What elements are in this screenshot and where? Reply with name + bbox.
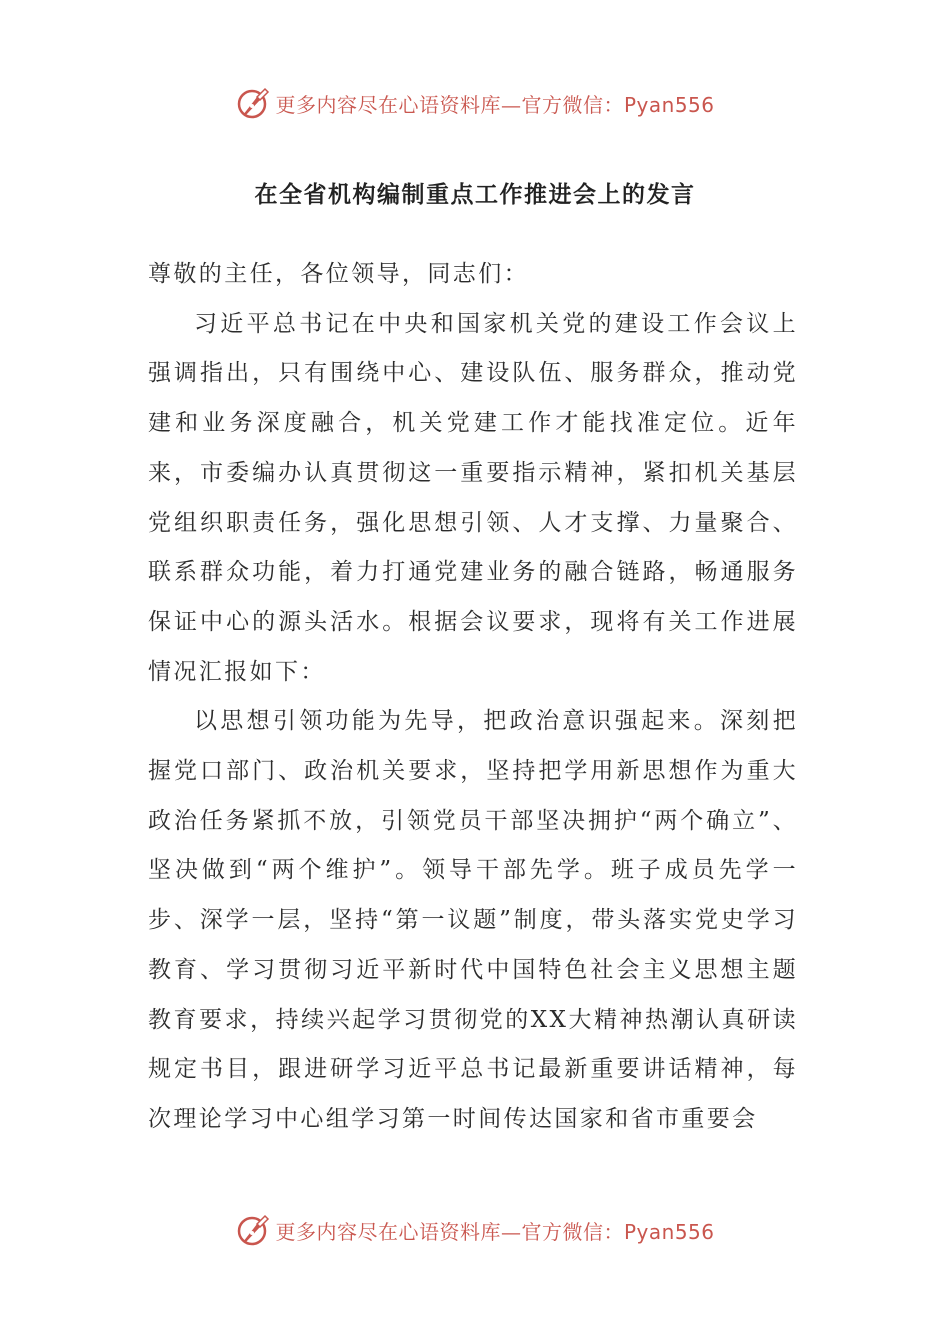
paragraph-thought-leadership: 以思想引领功能为先导，把政治意识强起来。深刻把握党口部门、政治机关要求，坚持把学用新思想作为重大政治任务紧抓不放，引领党员干部坚决拥护“两个确立”、坚决做到“两个维护”。领导干部先学。班子成员先学一步、深学一层，坚持“第一议题”制度，带头落实党史学习教育、学习贯彻习近平新时代中国特色社会主义思想主题教育要求，持续兴起学习贯彻党的XX大精神热潮认真研读规定书目，跟进研学习近平总书记最新重要讲话精神，每次理论学习中心组学习第一时间传达国家和省市重要会 bbox=[148, 708, 798, 1132]
banner-label: 更多内容尽在心语资料库—官方微信： bbox=[275, 1219, 624, 1244]
footer-watermark-banner bbox=[0, 1210, 950, 1250]
banner-wechat-id: Pyan556 bbox=[623, 1219, 715, 1244]
salutation: 尊敬的主任，各位领导，同志们： bbox=[148, 261, 529, 287]
document-title: 在全省机构编制重点工作推进会上的发言 bbox=[254, 181, 696, 208]
document-body bbox=[148, 250, 798, 1145]
banner-wechat-id: Pyan556 bbox=[623, 92, 715, 117]
pen-nib-logo-icon bbox=[235, 85, 271, 121]
header-watermark-banner bbox=[0, 83, 950, 123]
pen-nib-logo-icon bbox=[235, 1212, 271, 1248]
paragraph-intro: 习近平总书记在中央和国家机关党的建设工作会议上强调指出，只有围绕中心、建设队伍、服务群众，推动党建和业务深度融合，机关党建工作才能找准定位。近年来，市委编办认真贯彻这一重要指示精神，紧扣机关基层党组织职责任务，强化思想引领、人才支撑、力量聚合、联系群众功能，着力打通党建业务的融合链路，畅通服务保证中心的源头活水。根据会议要求，现将有关工作进展情况汇报如下： bbox=[148, 310, 798, 685]
banner-label: 更多内容尽在心语资料库—官方微信： bbox=[275, 92, 624, 117]
